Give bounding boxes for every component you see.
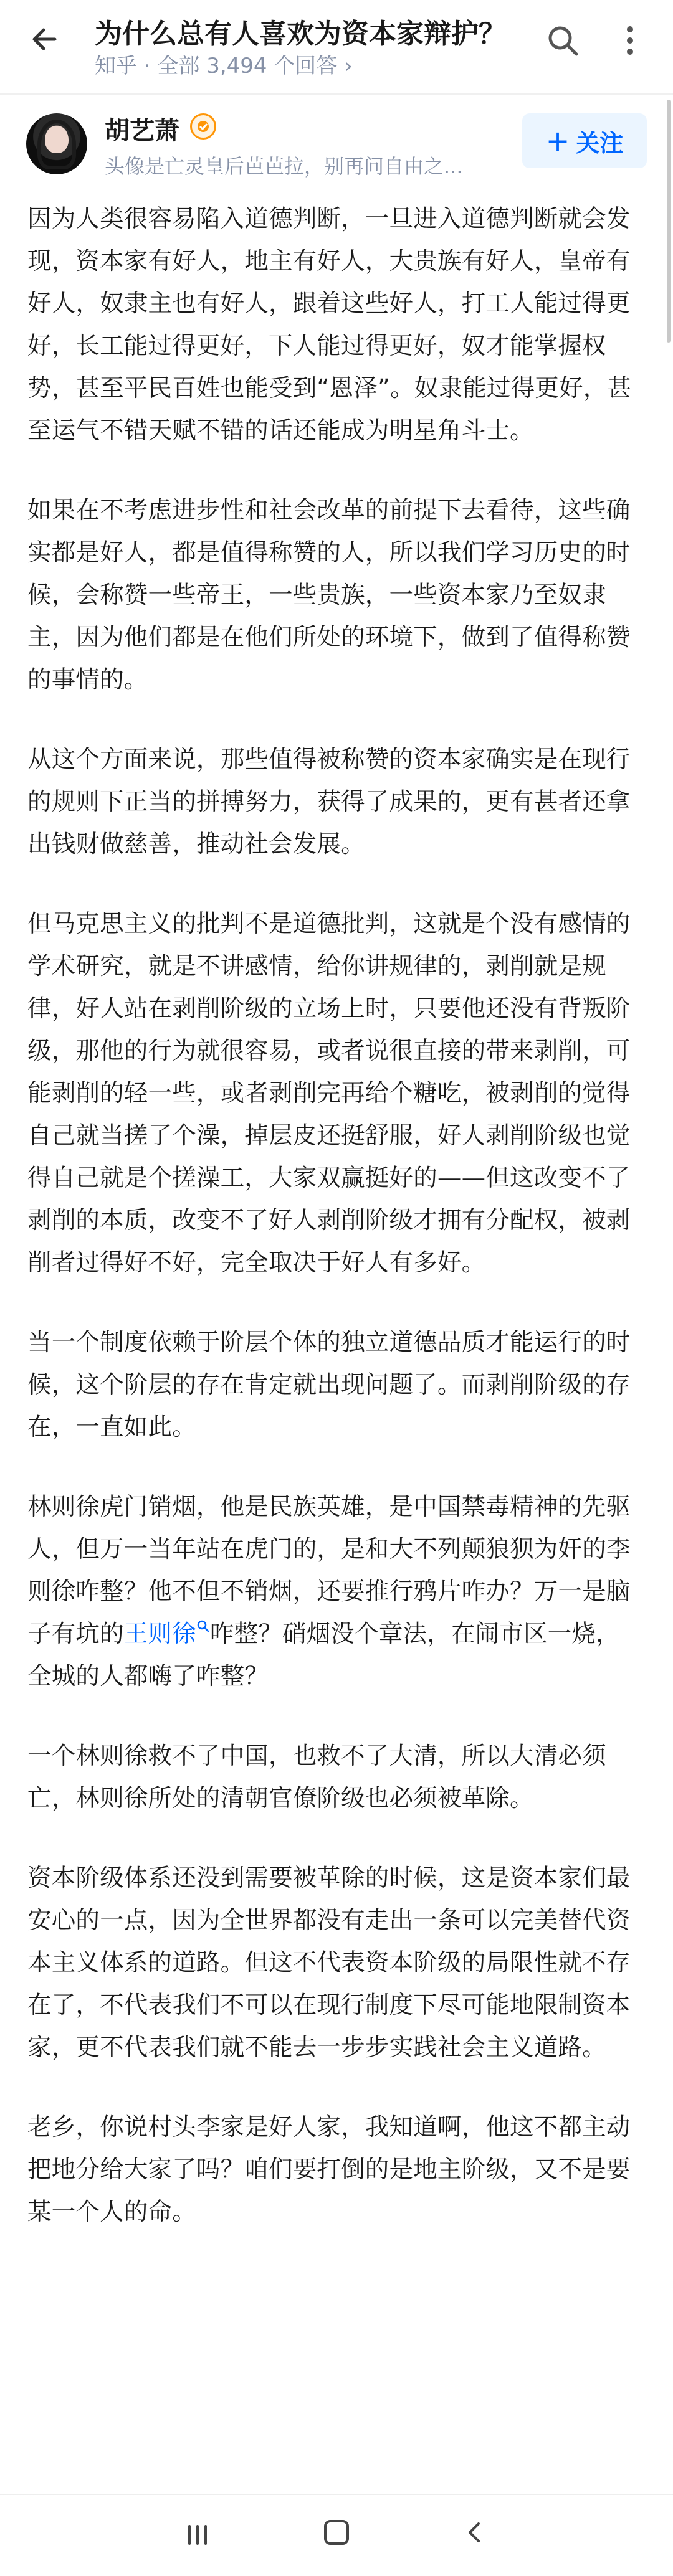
- paragraph-text: 林则徐虎门销烟，他是民族英雄，是中国禁毒精神的先驱人，但万一当年站在虎门的，是和大不列颠狼狈为奸的李则徐咋整？他不但不销烟，还要推行鸦片咋办？万一是脑子有坑的: [27, 1493, 631, 1648]
- back-button[interactable]: [22, 17, 66, 61]
- more-options-button[interactable]: [608, 19, 652, 62]
- search-icon: [545, 23, 580, 58]
- arrow-left-icon: [29, 24, 60, 55]
- answer-paragraph: 因为人类很容易陷入道德判断，一旦进入道德判断就会发现，资本家有好人，地主有好人，大贵族有好人，皇帝有好人，奴隶主也有好人，跟着这些好人，打工人能过得更好，长工能过得更好，下人能过得更好，奴才能掌握权势，甚至平民百姓也能受到“恩泽”。奴隶能过得更好，甚至运气不错天赋不错的话还能成为明星角斗士。: [27, 205, 632, 445]
- search-link-text: 王则徐: [123, 1620, 196, 1648]
- author-bar: [0, 95, 673, 191]
- answer-content: [27, 198, 637, 2271]
- scrollbar[interactable]: [667, 100, 671, 343]
- answer-paragraph: 如果在不考虑进步性和社会改革的前提下去看待，这些确实都是好人，都是值得称赞的人，所以我们学习历史的时候，会称赞一些帝王，一些贵族，一些资本家乃至奴隶主，因为他们都是在他们所处的环境下，做到了值得称赞的事情的。: [27, 496, 631, 694]
- system-navigation-bar: [0, 2494, 673, 2576]
- follow-label: 关注: [576, 129, 624, 157]
- author-bio: 头像是亡灵皇后芭芭拉，别再问自由之...: [105, 154, 463, 178]
- answer-paragraph: 一个林则徐救不了中国，也救不了大清，所以大清必须亡，林则徐所处的清朝官僚阶级也必须被革除。: [27, 1742, 606, 1812]
- badge-glyph-icon: [192, 115, 214, 138]
- search-button[interactable]: [541, 19, 585, 62]
- avatar[interactable]: [26, 113, 87, 174]
- question-meta-text: 知乎 · 全部 3,494 个回答: [95, 54, 338, 78]
- more-vertical-icon: [624, 23, 636, 58]
- question-meta[interactable]: [95, 49, 353, 79]
- avatar-face-shape: [45, 126, 69, 153]
- answer-paragraph-with-link: [27, 1486, 637, 1698]
- medal-badge-icon[interactable]: [190, 113, 216, 140]
- answer-paragraph: 老乡，你说村头李家是好人家，我知道啊，他这不都主动把地分给大家了吗？咱们要打倒的是地主阶级，又不是要某一个人的命。: [27, 2113, 631, 2226]
- author-name[interactable]: 胡艺萧: [105, 116, 179, 145]
- search-link[interactable]: [124, 1620, 210, 1648]
- plus-icon: +: [545, 124, 570, 158]
- answer-paragraph: 资本阶级体系还没到需要被革除的时候，这是资本家们最安心的一点，因为全世界都没有走出一条可以完美替代资本主义体系的道路。但这不代表资本阶级的局限性就不存在了，不代表我们不可以在现行制度下尽可能地限制资本家，更不代表我们就不能去一步步实践社会主义道路。: [27, 1864, 631, 2062]
- follow-button[interactable]: [522, 113, 647, 168]
- top-app-bar: [0, 0, 673, 93]
- search-link-icon: [196, 1619, 210, 1633]
- chevron-left-icon[interactable]: [462, 2520, 487, 2545]
- chevron-right-icon: ›: [337, 54, 353, 78]
- question-title[interactable]: 为什么总有人喜欢为资本家辩护？: [95, 18, 506, 50]
- square-home-icon[interactable]: [324, 2520, 349, 2545]
- menu-lines-icon[interactable]: [184, 2524, 211, 2546]
- answer-paragraph: 从这个方面来说，那些值得被称赞的资本家确实是在现行的规则下正当的拼搏努力，获得了成果的，更有甚者还拿出钱财做慈善，推动社会发展。: [27, 746, 631, 858]
- answer-paragraph: 当一个制度依赖于阶层个体的独立道德品质才能运行的时候，这个阶层的存在肯定就出现问题了。而剥削阶级的存在，一直如此。: [27, 1328, 631, 1441]
- answer-paragraph: 但马克思主义的批判不是道德批判，这就是个没有感情的学术研究，就是不讲感情，给你讲规律的，剥削就是规律，好人站在剥削阶级的立场上时，只要他还没有背叛阶级，那他的行为就很容易，或者说很直接的带来剥削，可能剥削的轻一些，或者剥削完再给个糖吃，被剥削的觉得自己就当搓了个澡，掉层皮还挺舒服，好人剥削阶级也觉得自己就是个搓澡工，大家双赢挺好的——但这改变不了剥削的本质，改变不了好人剥削阶级才拥有分配权，被剥削者过得好不好，完全取决于好人有多好。: [27, 910, 631, 1277]
- paragraph-text: 咋整？硝烟没个章法，在闹市区一烧，全城的人都嗨了咋整？: [27, 1620, 620, 1690]
